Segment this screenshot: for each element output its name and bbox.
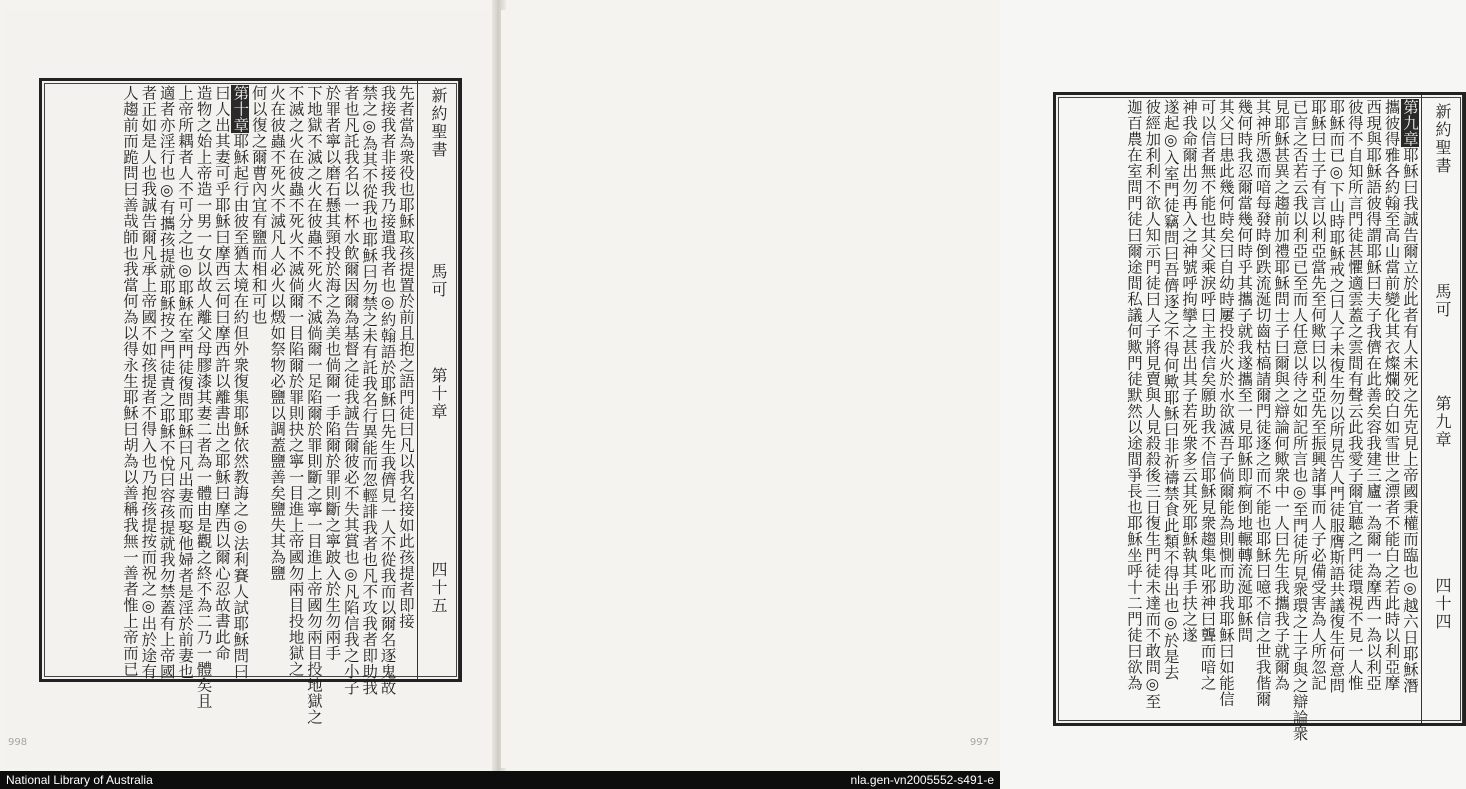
text-column: 其父曰患此幾何時矣曰自幼時屢投於火於水欲滅吾子倘爾能為則惻而助我耶穌曰如能信 (1216, 99, 1235, 707)
right-page-number: 四十四 (1433, 577, 1452, 631)
text-column: 彼經加利利不欲人知示門徒曰人子將見賣與人見殺殺後三日復生門徒未達而不敢問◎至 (1143, 99, 1162, 710)
text-column: 下地獄不滅之火在彼蟲不死火不滅倘爾一足陷爾於罪則斷之寧一目進上帝國勿兩目投地獄之 (304, 85, 323, 725)
text-column: 我接我者非接我乃接遣我者也◎約翰語於耶穌曰先生我儕見一人不從我而以爾名逐鬼故 (378, 85, 397, 696)
right-page-frame (1053, 92, 1466, 742)
library-credit: National Library of Australia (6, 773, 153, 787)
text-column: 神我命爾出勿再入之神號呼拘攣之甚出其子若死衆多云其死耶穌執其手扶之遂 (1180, 99, 1199, 643)
left-page-header-column (417, 81, 459, 679)
chapter-marker: 第九章 (1401, 99, 1419, 147)
text-column: 造物之始上帝造一男一女以故人離父母膠漆其妻二者為一體由是觀之終不為二乃一體矣且 (194, 85, 213, 709)
right-page-header-column (1421, 95, 1463, 723)
left-pencil-mark: 998 (8, 737, 28, 748)
item-identifier: nla.gen-vn2005552-s491-e (850, 773, 994, 787)
text-column: 可以信者無不能也其父乘淚呼曰主我信矣願助我不信耶穌見衆趨集叱邪神曰聾而喑之 (1198, 99, 1217, 691)
text-column: 先者當為衆役也耶穌取孩提置於前且抱之語門徒曰凡以我名接如此孩提者即接 (397, 85, 415, 629)
text-column: 不滅之火在彼蟲不死火不滅倘爾一目陷爾於罪則抉之寧一目進上帝國勿兩目投地獄之 (286, 85, 305, 677)
text-column: 上帝所耦者人不可分之也◎耶穌在室門徒復問耶穌曰凡出妻而娶他婦者是淫於前妻也 (176, 85, 195, 680)
left-page (3, 10, 495, 768)
text-column: 適者亦淫行也◎有攜孩提就耶穌按之門徒責之耶穌不悅曰容孩提就我勿禁蓋有上帝國 (157, 85, 176, 680)
text-column: 已言之否若云我以利亞已至而人任意以待之如記所言也◎至門徒所見衆環之士子與之辯論衆 (1290, 99, 1309, 742)
text-column: 幾何時我忍爾當幾何時乎其攜子就我遂攜至一見耶穌即痾倒地輾轉流涎耶穌問 (1235, 99, 1254, 643)
text-column: 第十章耶穌起行由彼至猶太境在約但外衆復集耶穌依然教誨之◎法利賽人試耶穌問曰 (231, 85, 250, 680)
left-page-frame (39, 78, 462, 725)
text-column: 遂起◎入室門徒竊問曰吾儕逐之不得何歟耶穌曰非祈禱禁食此類不得出也◎於是去 (1161, 99, 1180, 681)
left-page-number: 四十五 (429, 561, 448, 615)
text-column: 何以復之爾曹內宜有鹽而相和可也 (249, 85, 268, 325)
right-book-name: 馬可 (1433, 283, 1452, 319)
text-column: 見耶穌甚異之趨前加禮耶穌問士子曰爾與之辯論何歟衆中一人曰先生我攜我子就爾為 (1272, 99, 1291, 691)
text-column: 火在彼蟲不死火不滅凡人必火以燬如祭物必鹽以調蓋鹽善矣鹽失其為鹽 (268, 85, 287, 581)
text-column: 第九章耶穌曰我誠告爾立於此者有人未死之先克見上帝國秉權而臨也◎越六日耶穌潛 (1401, 99, 1419, 694)
left-book-name: 馬可 (429, 263, 448, 299)
text-column: 其神所憑而喑每發時倒跌流涎切齒枯槁請爾門徒逐之而不能也耶穌曰噫不信之世我偕爾 (1253, 99, 1272, 707)
viewer-footer (0, 771, 1000, 789)
text-column: 禁之◎為其不從我也耶穌曰勿禁之未有託我名行異能而忽輕誹我者也凡不攻我者即助我 (360, 85, 379, 696)
right-pencil-mark: 997 (969, 737, 989, 748)
text-column: 迦百農在室問門徒曰爾途間私議何歟門徒默然以途間爭長也耶穌坐呼十二門徒曰欲為 (1124, 99, 1143, 691)
left-book-title: 新約聖書 (429, 87, 448, 159)
text-column: 者正如是人也我誠告爾凡承上帝國不如孩提者不得入也乃抱孩提按而祝之◎出於途有 (139, 85, 158, 680)
chapter-marker: 第十章 (231, 85, 250, 133)
text-column: 者也凡託我名以一杯水飲爾因爾為基督之徒我誠告爾彼必不失其賞也◎凡陷信我之小子 (341, 85, 360, 696)
left-chapter-label: 第十章 (429, 367, 448, 421)
text-column: 於罪者寧以磨石懸其頸投於海之為美也倘爾一手陷爾於罪則斷之寧跛入於生勿兩手 (323, 85, 342, 661)
left-page-text (46, 85, 415, 725)
right-page (501, 10, 1452, 768)
right-book-title: 新約聖書 (1433, 103, 1452, 175)
right-chapter-label: 第九章 (1433, 395, 1452, 449)
text-column: 西現與耶穌語彼得謂耶穌曰夫子我儕在此善矣容我建三廬一為爾一為摩西一為以利亞 (1364, 99, 1383, 691)
text-column: 耶穌而已◎下山時耶穌戒之曰人子未復生勿以所見告人門徒服膺斯語共議復生何意問 (1327, 99, 1346, 694)
text-column: 彼得不自知所言門徒甚懼適雲蓋之雲間有聲云此我愛子爾宜聽之門徒環視不見一人惟 (1345, 99, 1364, 691)
right-page-text (1060, 99, 1419, 742)
text-column: 曰人出其妻可乎耶穌曰摩西云何曰摩西許以離書出之耶穌曰摩西以爾心忍故書此命 (212, 85, 231, 661)
text-column: 人趨前而跪問曰善哉師也我當何為以得永生耶穌曰胡為以善稱我無一善者惟上帝而已 (120, 85, 139, 677)
text-column: 攜彼得雅各約翰至高山當前變化其衣燦爛皎白如雪世之漂者不能白之若此時以利亞摩 (1382, 99, 1401, 691)
text-column: 耶穌曰士子有言以利亞當先至何歟曰以利亞先至振興諸事而人子必備受害為人所忽記 (1308, 99, 1327, 691)
